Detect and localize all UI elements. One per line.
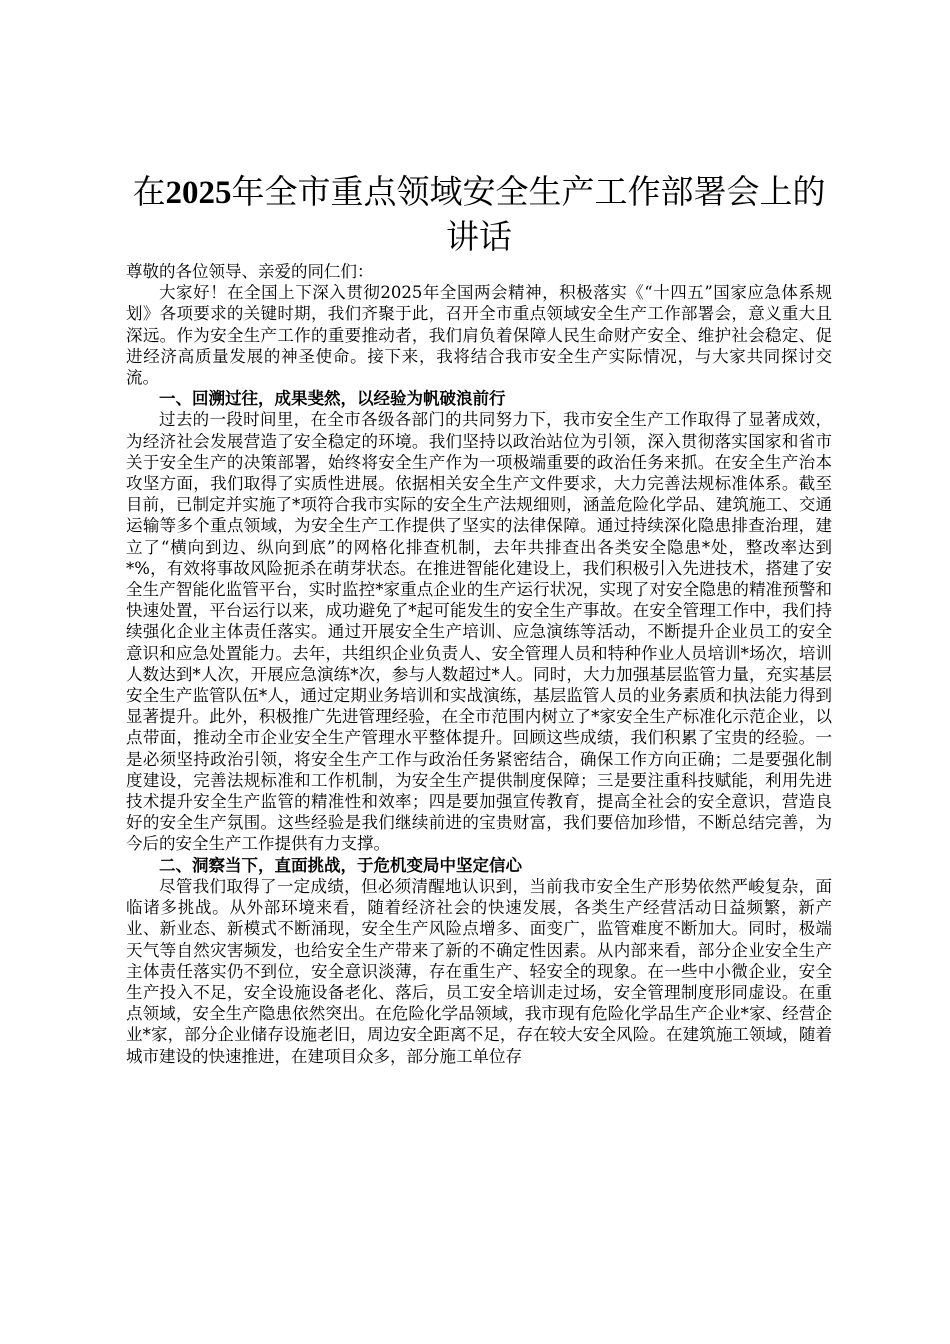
title-prefix: 在 (132, 172, 166, 211)
document-page (126, 170, 832, 1067)
section-2-paragraph: 尽管我们取得了一定成绩，但必须清醒地认识到，当前我市安全生产形势依然严峻复杂，面临诸多挑战。从外部环境来看，随着经济社会的快速发展，各类生产经营活动日益频繁，新产业、新业态、新模式不断涌现，安全生产风险点增多、面变广，监管难度不断加大。同时，极端天气等自然灾害频发，也给安全生产带来了新的不确定性因素。从内部来看，部分企业安全生产主体责任落实仍不到位，安全意识淡薄，存在重生产、轻安全的现象。在一些中小微企业，安全生产投入不足，安全设施设备老化、落后，员工安全培训走过场，安全管理制度形同虚设。在重点领域，安全生产隐患依然突出。在危险化学品领域，我市现有危险化学品生产企业*家、经营企业*家，部分企业储存设施老旧，周边安全距离不足，存在较大安全风险。在建筑施工领域，随着城市建设的快速推进，在建项目众多，部分施工单位存 (126, 876, 832, 1066)
title-suffix: 年全市重点领域安全生产工作部署会上的讲话 (231, 172, 826, 256)
intro-paragraph: 大家好！在全国上下深入贯彻2025年全国两会精神，积极落实《“十四五”国家应急体系规划》各项要求的关键时期，我们齐聚于此，召开全市重点领域安全生产工作部署会，意义重大且深远。作为安全生产工作的重要推动者，我们肩负着保障人民生命财产安全、维护社会稳定、促进经济高质量发展的神圣使命。接下来，我将结合我市安全生产实际情况，与大家共同探讨交流。 (126, 283, 832, 388)
section-1-paragraph: 过去的一段时间里，在全市各级各部门的共同努力下，我市安全生产工作取得了显著成效，为经济社会发展营造了安全稳定的环境。我们坚持以政治站位为引领，深入贯彻落实国家和省市关于安全生产的决策部署，始终将安全生产作为一项极端重要的政治任务来抓。在安全生产治本攻坚方面，我们取得了实质性进展。依据相关安全生产文件要求，大力完善法规标准体系。截至目前，已制定并实施了*项符合我市实际的安全生产法规细则，涵盖危险化学品、建筑施工、交通运输等多个重点领域，为安全生产工作提供了坚实的法律保障。通过持续深化隐患排查治理，建立了“横向到边、纵向到底”的网格化排查机制，去年共排查出各类安全隐患*处，整改率达到*%，有效将事故风险扼杀在萌芽状态。在推进智能化建设上，我们积极引入先进技术，搭建了安全生产智能化监管平台，实时监控*家重点企业的生产运行状况，实现了对安全隐患的精准预警和快速处置，平台运行以来，成功避免了*起可能发生的安全生产事故。在安全管理工作中，我们持续强化企业主体责任落实。通过开展安全生产培训、应急演练等活动，不断提升企业员工的安全意识和应急处置能力。去年，共组织企业负责人、安全管理人员和特种作业人员培训*场次，培训人数达到*人次，开展应急演练*次，参与人数超过*人。同时，大力加强基层监管力量，充实基层安全生产监管队伍*人，通过定期业务培训和实战演练，基层监管人员的业务素质和执法能力得到显著提升。此外，积极推广先进管理经验，在全市范围内树立了*家安全生产标准化示范企业，以点带面，推动全市企业安全生产管理水平整体提升。回顾这些成绩，我们积累了宝贵的经验。一是必须坚持政治引领，将安全生产工作与政治任务紧密结合，确保工作方向正确；二是要强化制度建设，完善法规标准和工作机制，为安全生产提供制度保障；三是要注重科技赋能，利用先进技术提升安全生产监管的精准性和效率；四是要加强宣传教育，提高全社会的安全意识，营造良好的安全生产氛围。这些经验是我们继续前进的宝贵财富，我们要倍加珍惜，不断总结完善，为今后的安全生产工作提供有力支撑。 (126, 410, 832, 854)
salutation: 尊敬的各位领导、亲爱的同仁们： (126, 262, 374, 281)
section-1-heading: 一、回溯过往，成果斐然，以经验为帆破浪前行 (159, 389, 506, 409)
section-2-heading: 二、洞察当下，直面挑战，于危机变局中坚定信心 (159, 855, 522, 875)
title-year: 2025 (165, 175, 232, 211)
document-title (126, 170, 832, 259)
